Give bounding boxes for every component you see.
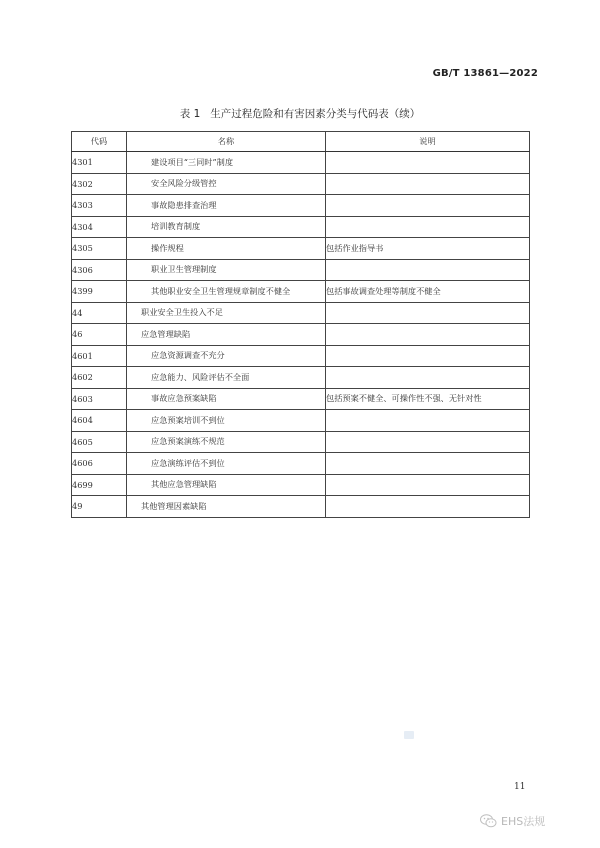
row-description [326,345,530,367]
row-code: 4303 [72,195,127,217]
row-code: 49 [72,496,127,518]
table-row [72,216,530,238]
row-name: 事故隐患排查治理 [127,195,326,217]
table-row [72,238,530,260]
row-description: 包括作业指导书 [326,238,530,260]
table-title-text: 生产过程危险和有害因素分类与代码表 [210,108,389,120]
row-name: 其他职业安全卫生管理规章制度不健全 [127,281,326,303]
row-name: 事故应急预案缺陷 [127,388,326,410]
row-description [326,216,530,238]
table-row [72,195,530,217]
row-description [326,195,530,217]
column-header-name: 名称 [127,132,326,152]
table-row [72,259,530,281]
table-header-row [72,132,530,152]
column-header-description: 说明 [326,132,530,152]
row-code: 4306 [72,259,127,281]
table-title-number: 表 1 [179,108,201,120]
row-code: 4605 [72,431,127,453]
table-row [72,302,530,324]
table-row [72,173,530,195]
row-description [326,410,530,432]
standard-code: GB/T 13861—2022 [432,68,538,79]
table-row [72,453,530,475]
row-code: 4399 [72,281,127,303]
row-code: 4603 [72,388,127,410]
row-code: 46 [72,324,127,346]
row-description [326,431,530,453]
row-code: 4301 [72,152,127,174]
row-description [326,324,530,346]
table-row [72,324,530,346]
table-row [72,388,530,410]
row-description: 包括事故调查处理等制度不健全 [326,281,530,303]
row-code: 44 [72,302,127,324]
row-name: 应急演练评估不到位 [127,453,326,475]
row-description [326,453,530,475]
row-description [326,152,530,174]
row-name: 职业卫生管理制度 [127,259,326,281]
wechat-icon [480,814,497,828]
row-description [326,173,530,195]
table-title-continued: （续） [388,108,421,120]
row-description [326,496,530,518]
table-row [72,431,530,453]
row-name: 建设项目“三同时”制度 [127,152,326,174]
row-name: 其他应急管理缺陷 [127,474,326,496]
row-name: 应急管理缺陷 [127,324,326,346]
row-name: 应急预案培训不到位 [127,410,326,432]
row-code: 4302 [72,173,127,195]
table-row [72,281,530,303]
table-title [0,106,600,121]
watermark [480,813,545,829]
table-row [72,496,530,518]
row-description [326,474,530,496]
row-name: 操作规程 [127,238,326,260]
row-code: 4602 [72,367,127,389]
row-description [326,259,530,281]
faint-scan-mark [404,731,414,739]
row-code: 4606 [72,453,127,475]
page-number: 11 [514,782,526,792]
watermark-text: EHS法规 [501,815,546,828]
row-name: 应急预案演练不规范 [127,431,326,453]
table-row [72,152,530,174]
row-code: 4304 [72,216,127,238]
row-name: 职业安全卫生投入不足 [127,302,326,324]
row-name: 其他管理因素缺陷 [127,496,326,518]
row-description: 包括预案不健全、可操作性不强、无针对性 [326,388,530,410]
row-code: 4305 [72,238,127,260]
column-header-code: 代码 [72,132,127,152]
row-code: 4601 [72,345,127,367]
table-row [72,410,530,432]
row-name: 培训教育制度 [127,216,326,238]
row-name: 应急资源调查不充分 [127,345,326,367]
row-description [326,302,530,324]
table-row [72,345,530,367]
table-body [72,152,530,518]
row-description [326,367,530,389]
row-code: 4604 [72,410,127,432]
hazard-code-table [71,131,530,518]
row-code: 4699 [72,474,127,496]
row-name: 安全风险分级管控 [127,173,326,195]
row-name: 应急能力、风险评估不全面 [127,367,326,389]
table-row [72,367,530,389]
table-row [72,474,530,496]
